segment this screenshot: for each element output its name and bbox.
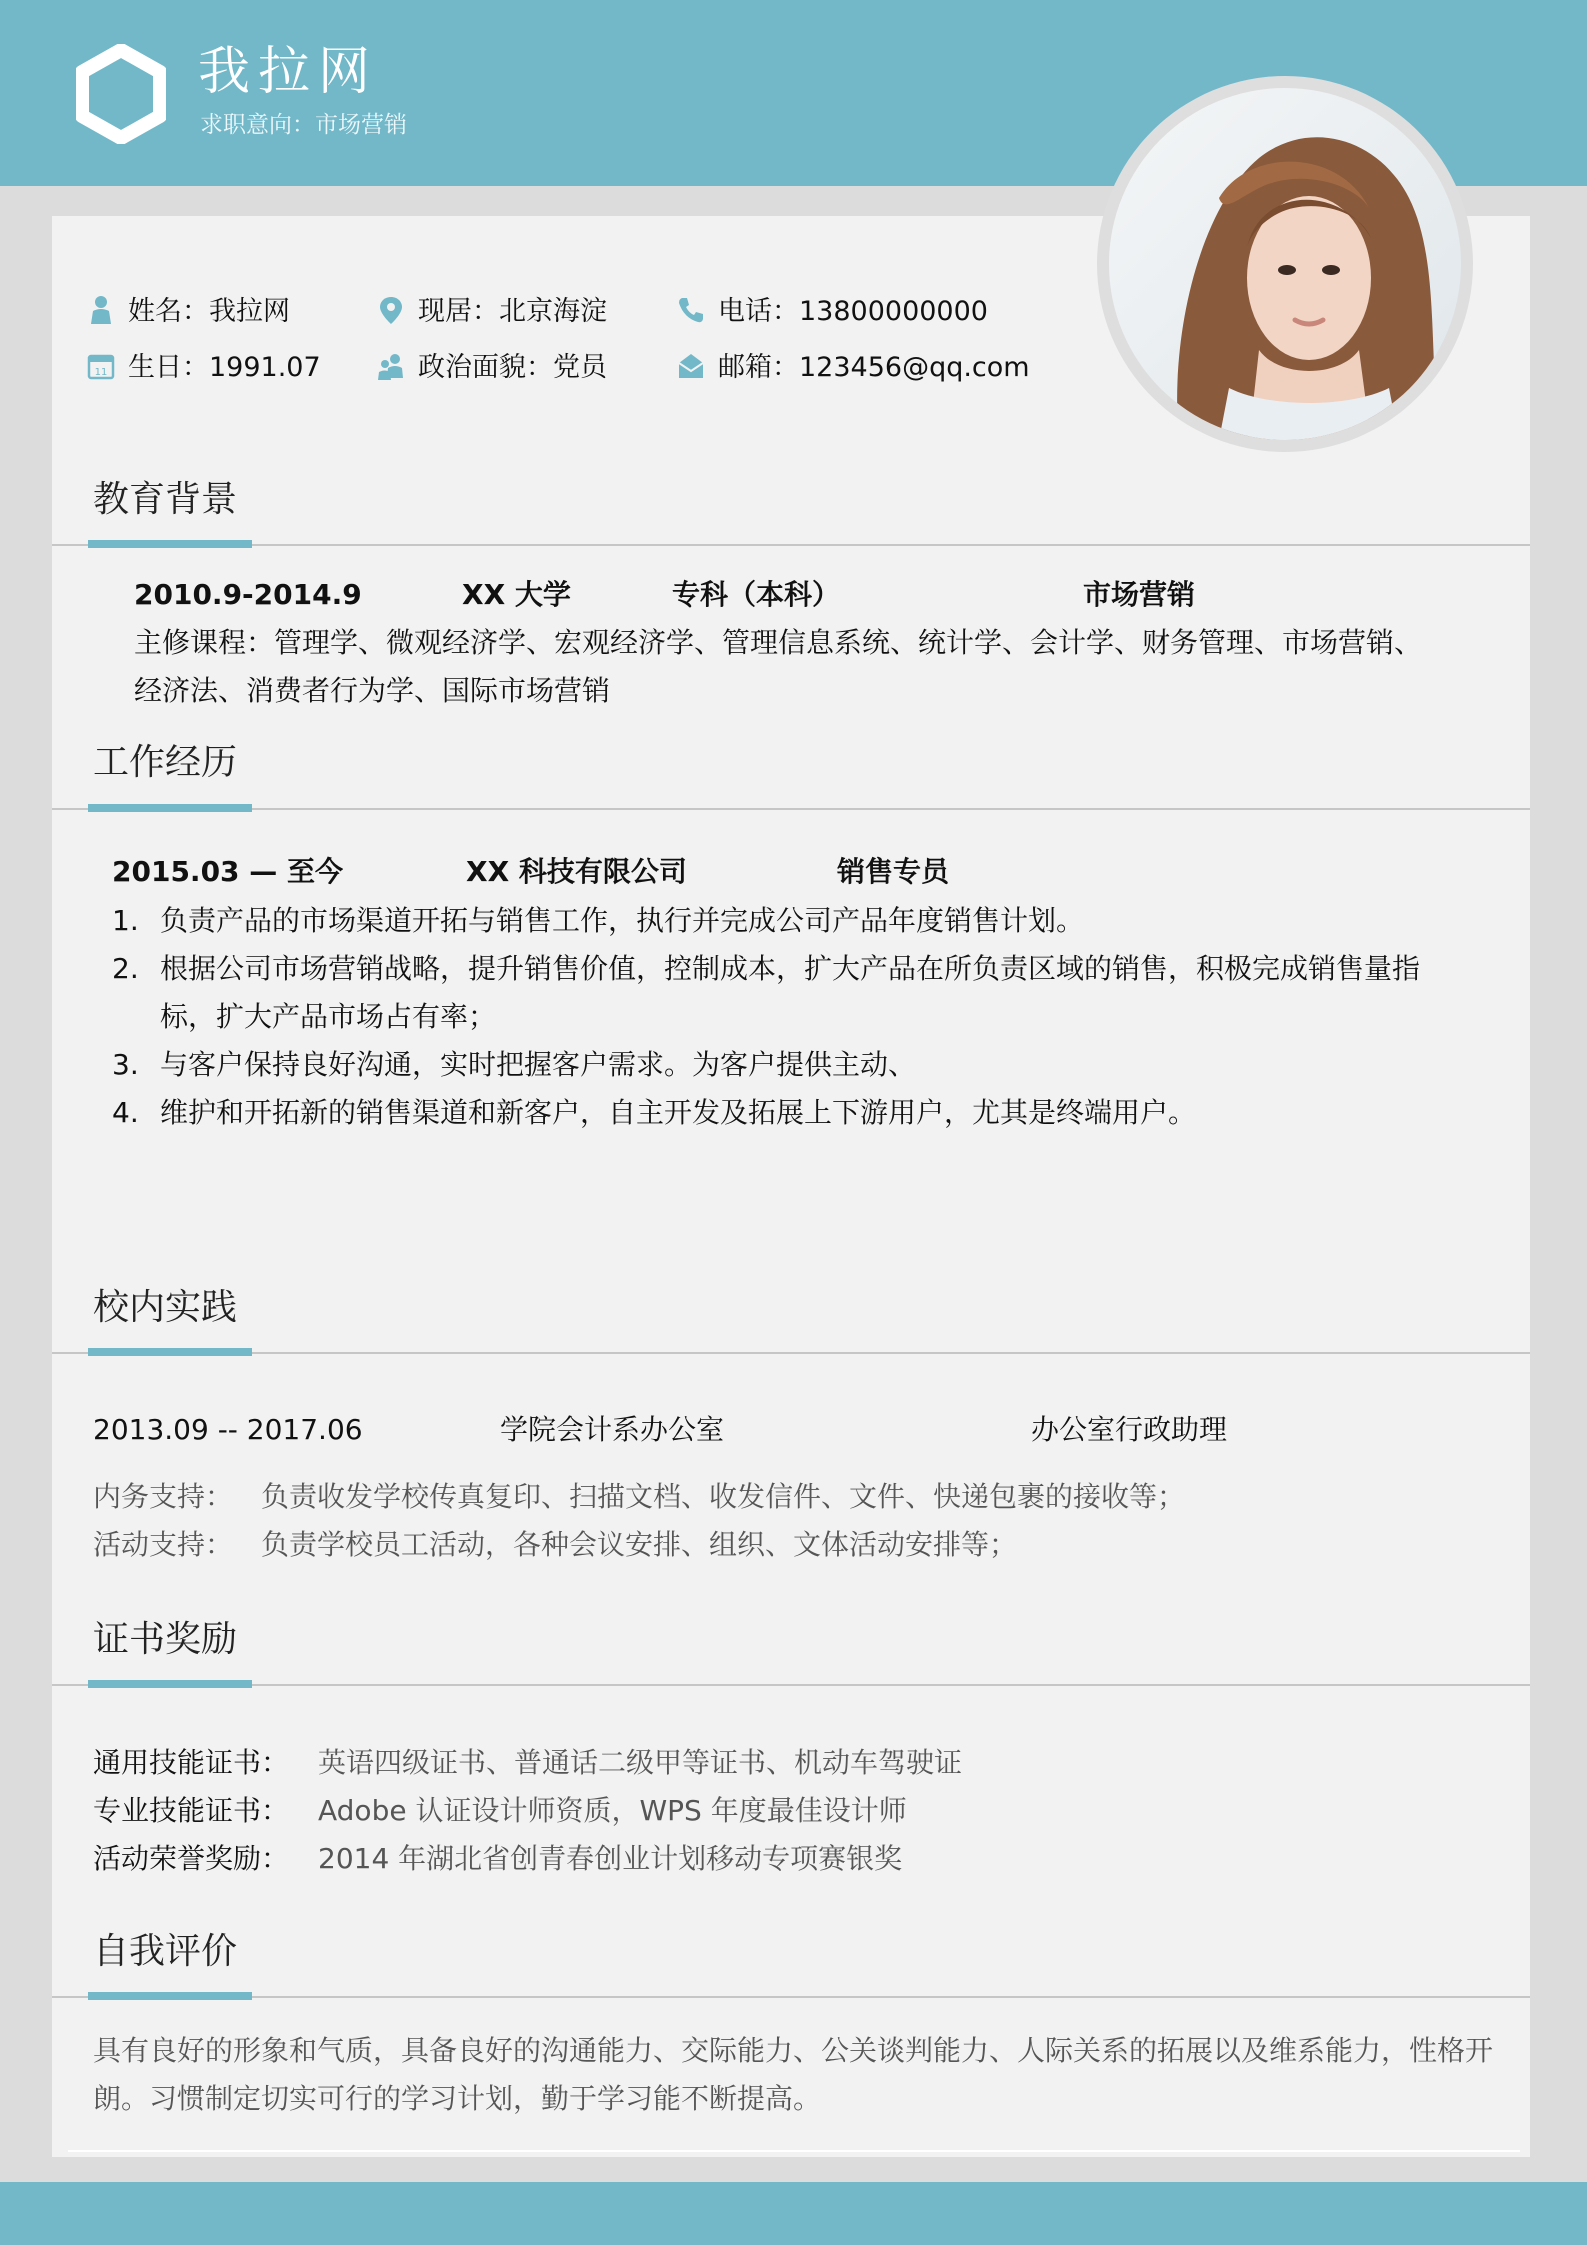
duty-number: 1.	[112, 904, 139, 937]
location-pin-icon	[376, 295, 406, 325]
education-accent	[88, 540, 252, 548]
work-accent	[88, 804, 252, 812]
education-period: 2010.9-2014.9	[134, 578, 362, 611]
info-birthday	[86, 350, 321, 386]
work-duty-3	[112, 1045, 916, 1085]
footer-band	[0, 2182, 1587, 2245]
work-company: XX 科技有限公司	[466, 855, 687, 888]
info-birthday-text: 生日：1991.07	[128, 352, 321, 383]
certs-accent	[88, 1680, 252, 1688]
calendar-icon	[86, 351, 116, 381]
info-location-text: 现居：北京海淀	[418, 296, 607, 327]
avatar-frame	[1097, 76, 1473, 452]
footer-divider	[68, 2150, 1520, 2152]
duty-text: 负责产品的市场渠道开拓与销售工作，执行并完成公司产品年度销售计划。	[160, 904, 1085, 937]
self-eval-line1: 具有良好的形象和气质，具备良好的沟通能力、交际能力、公关谈判能力、人际关系的拓展以及维系能力，性格开	[93, 2034, 1494, 2067]
svg-text:11: 11	[94, 367, 108, 378]
campus-period: 2013.09 -- 2017.06	[93, 1413, 363, 1446]
info-location	[376, 294, 607, 330]
phone-icon	[676, 295, 706, 325]
education-major: 市场营销	[1083, 578, 1196, 611]
duty-text: 维护和开拓新的销售渠道和新客户，自主开发及拓展上下游用户，尤其是终端用户。	[160, 1096, 1197, 1129]
self-eval-accent	[88, 1992, 252, 2000]
work-divider	[52, 808, 1530, 810]
person-icon	[86, 295, 116, 325]
work-duty-4	[112, 1093, 1196, 1133]
campus-accent	[88, 1348, 252, 1356]
avatar	[1109, 88, 1461, 440]
education-school: XX 大学	[462, 578, 571, 611]
self-eval-line2: 朗。习惯制定切实可行的学习计划，勤于学习能不断提高。	[93, 2082, 822, 2115]
education-degree: 专科（本科）	[672, 578, 841, 611]
work-period: 2015.03 — 至今	[112, 855, 344, 888]
hexagon-logo-icon	[76, 44, 166, 144]
work-position: 销售专员	[837, 855, 950, 888]
education-courses-line2: 经济法、消费者行为学、国际市场营销	[134, 674, 611, 707]
campus-item-label: 内务支持：	[93, 1480, 234, 1513]
certs-divider	[52, 1684, 1530, 1686]
work-duty-2-cont: 标，扩大产品市场占有率；	[160, 1000, 497, 1033]
campus-role: 办公室行政助理	[1031, 1413, 1228, 1446]
certs-heading: 证书奖励	[93, 1619, 238, 1660]
cert-label: 通用技能证书：	[93, 1746, 290, 1779]
mail-icon	[676, 351, 706, 381]
cert-label: 专业技能证书：	[93, 1794, 290, 1827]
cert-text: 2014 年湖北省创青春创业计划移动专项赛银奖	[318, 1842, 903, 1875]
work-duty-1	[112, 901, 1084, 941]
work-heading: 工作经历	[93, 742, 238, 783]
cert-text: Adobe 认证设计师资质，WPS 年度最佳设计师	[318, 1794, 907, 1827]
campus-divider	[52, 1352, 1530, 1354]
cert-text: 英语四级证书、普通话二级甲等证书、机动车驾驶证	[318, 1746, 963, 1779]
campus-heading: 校内实践	[93, 1287, 238, 1328]
info-email	[676, 350, 1030, 386]
duty-text: 根据公司市场营销战略，提升销售价值，控制成本，扩大产品在所负责区域的销售，积极完成销售量指	[160, 952, 1421, 985]
info-name-text: 姓名：我拉网	[128, 296, 290, 327]
people-icon	[376, 351, 406, 381]
campus-item-text: 负责学校员工活动，各种会议安排、组织、文体活动安排等；	[261, 1528, 1018, 1561]
campus-item-text: 负责收发学校传真复印、扫描文档、收发信件、文件、快递包裹的接收等；	[261, 1480, 1186, 1513]
campus-item-label: 活动支持：	[93, 1528, 234, 1561]
self-eval-divider	[52, 1996, 1530, 1998]
info-name	[86, 294, 290, 330]
duty-number: 4.	[112, 1096, 139, 1129]
duty-number: 2.	[112, 952, 139, 985]
info-phone	[676, 294, 988, 330]
education-heading: 教育背景	[93, 479, 238, 520]
info-email-text: 邮箱：123456@qq.com	[718, 352, 1030, 383]
info-political	[376, 350, 607, 386]
cert-label: 活动荣誉奖励：	[93, 1842, 290, 1875]
job-intent: 求职意向：市场营销	[200, 112, 407, 138]
work-duty-2	[112, 949, 1420, 989]
campus-org: 学院会计系办公室	[500, 1413, 725, 1446]
education-courses-line1: 主修课程：管理学、微观经济学、宏观经济学、管理信息系统、统计学、会计学、财务管理、市场营销、	[134, 626, 1423, 659]
education-divider	[52, 544, 1530, 546]
info-phone-text: 电话：13800000000	[718, 296, 988, 327]
self-eval-heading: 自我评价	[93, 1931, 238, 1972]
info-political-text: 政治面貌：党员	[418, 352, 607, 383]
duty-number: 3.	[112, 1048, 139, 1081]
duty-text: 与客户保持良好沟通，实时把握客户需求。为客户提供主动、	[160, 1048, 917, 1081]
brand-name: 我拉网	[198, 42, 379, 102]
